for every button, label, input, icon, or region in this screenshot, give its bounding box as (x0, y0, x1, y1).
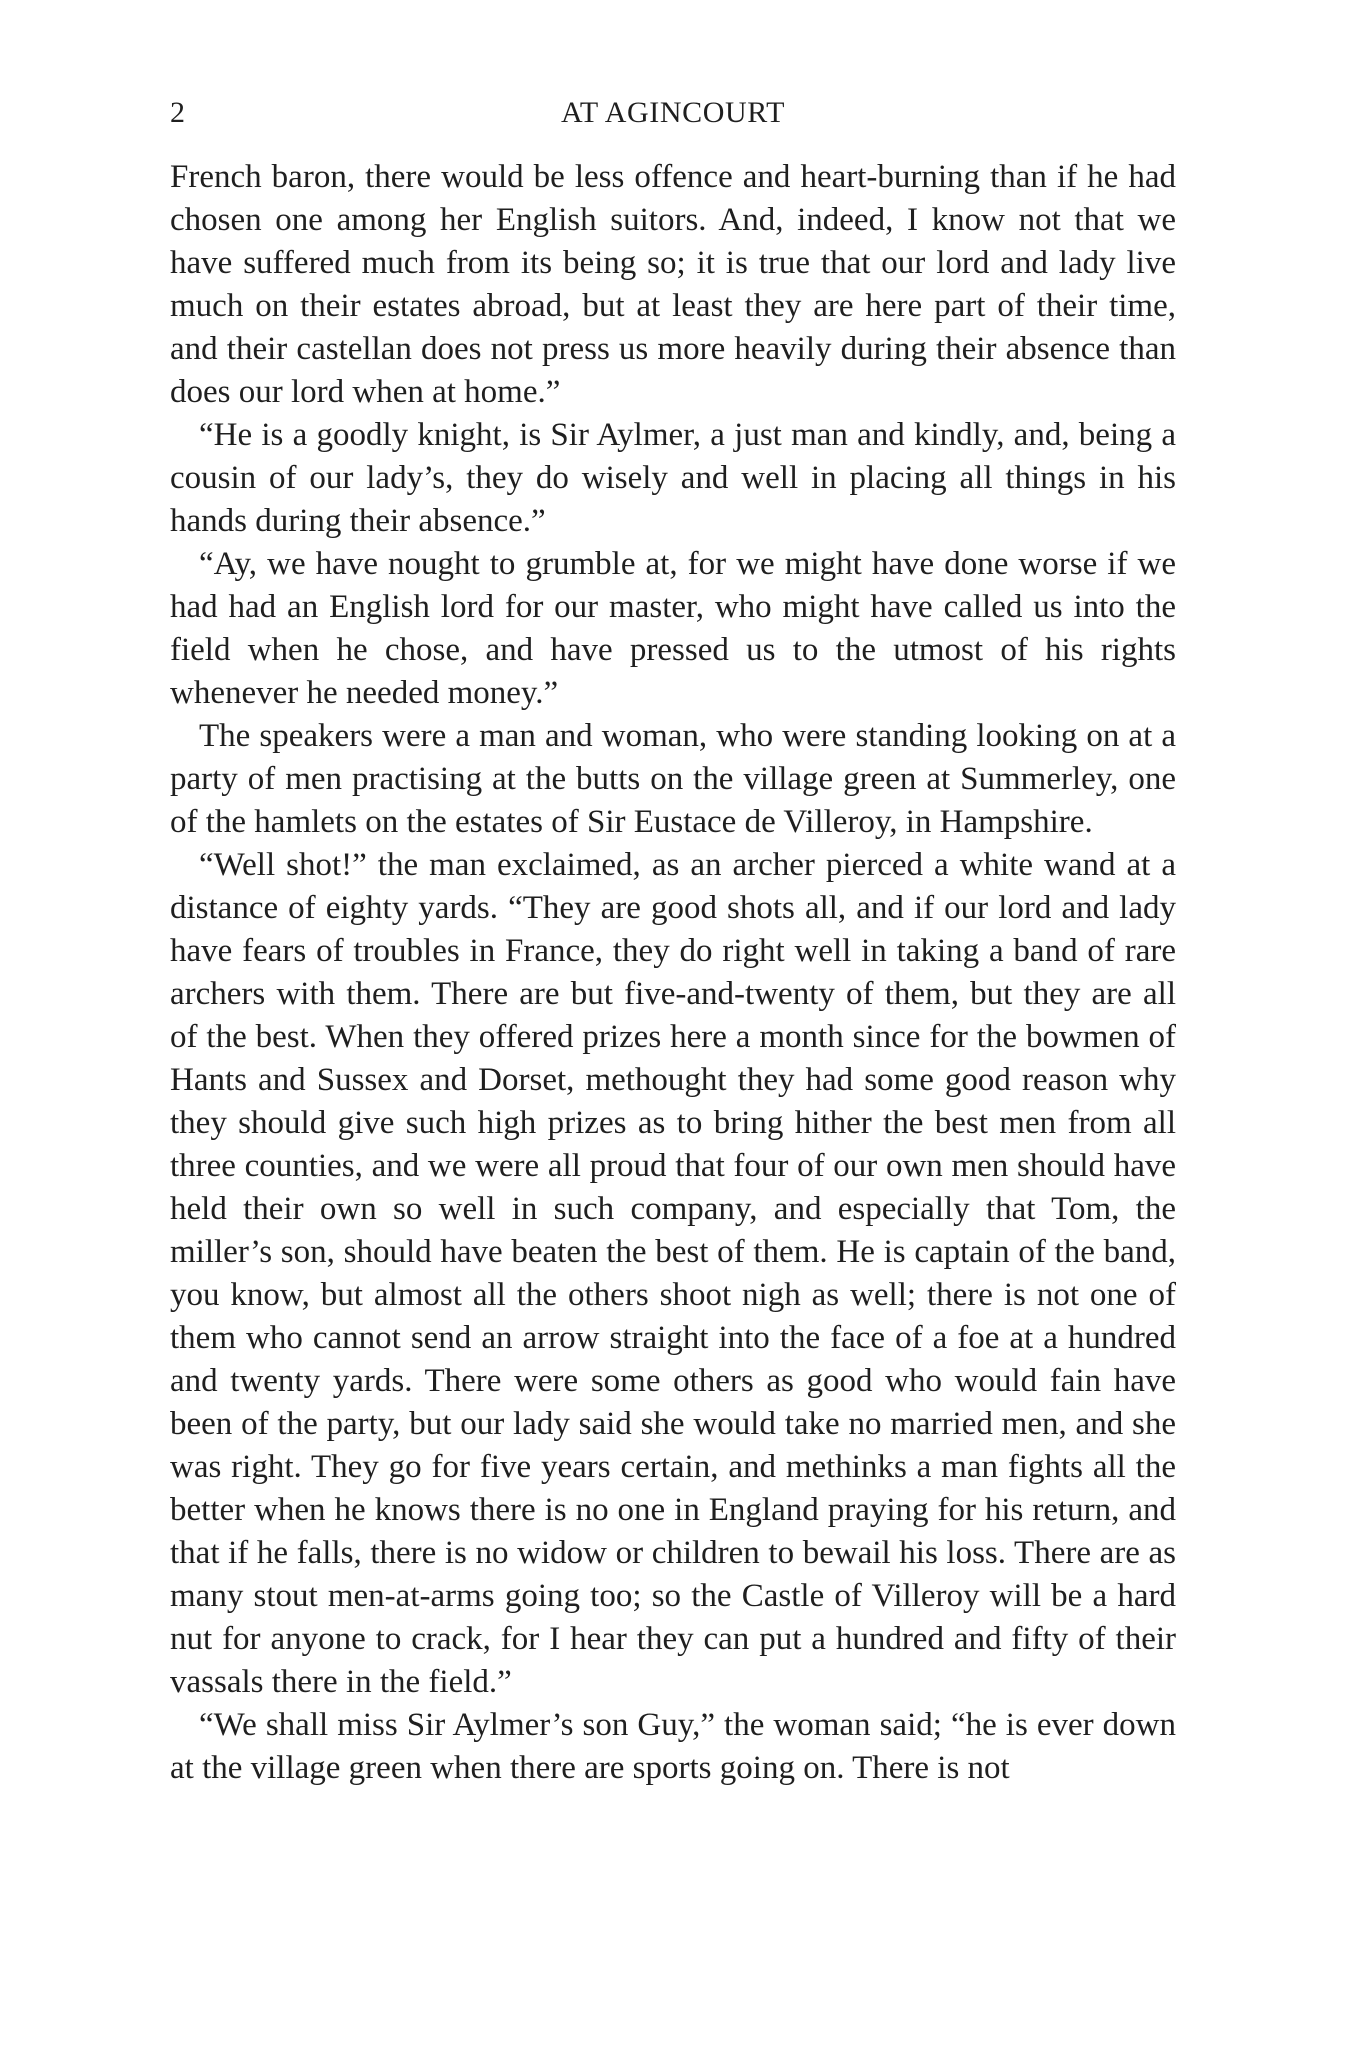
page-number: 2 (170, 96, 186, 129)
paragraph-1: French baron, there would be less offence and heart-burning than if he had chosen one among her English suitors. And, indeed, I know not that we have suffered much from its being so; it is true that our lord and lady live much on their estates abroad, but at least they are here part of their time, and their castellan does not press us more heavily during their absence than does our lord when at home.” (170, 159, 1176, 410)
paragraph-5: “Well shot!” the man exclaimed, as an archer pierced a white wand at a distance of eighty yards. “They are good shots all, and if our lord and lady have fears of troubles in France, they do right well in taking a band of rare archers with them. There are but five-and-twenty of them, but they are all of the best. When they offered prizes here a month since for the bowmen of Hants and Sussex and Dorset, methought they had some good reason why they should give such high prizes as to bring hither the best men from all three counties, and we were all proud that four of our own men should have held their own so well in such company, and especially that Tom, the miller’s son, should have beaten the best of them. He is captain of the band, you know, but almost all the others shoot nigh as well; there is not one of them who cannot send an arrow straight into the face of a foe at a hundred and twenty yards. There were some others as good who would fain have been of the party, but our lady said she would take no married men, and she was right. They go for five years certain, and methinks a man fights all the better when he knows there is no one in England praying for his return, and that if he falls, there is no widow or children to bewail his loss. There are as many stout men-at-arms going too; so the Castle of Villeroy will be a hard nut for anyone to crack, for I hear they can put a hundred and fifty of their vassals there in the field.” (170, 847, 1176, 1700)
paragraph-4: The speakers were a man and woman, who were standing looking on at a party of men practising at the butts on the village green at Summerley, one of the hamlets on the estates of Sir Eustace de Villeroy, in Hampshire. (170, 718, 1176, 840)
running-head (170, 90, 1176, 136)
paragraph-6: “We shall miss Sir Aylmer’s son Guy,” the woman said; “he is ever down at the village green when there are sports going on. There is not (170, 1707, 1176, 1786)
body-text (170, 156, 1176, 1790)
paragraph-3: “Ay, we have nought to grumble at, for we might have done worse if we had had an English lord for our master, who might have called us into the field when he chose, and have pressed us to the utmost of his rights whenever he needed money.” (170, 546, 1176, 711)
book-title: AT AGINCOURT (560, 96, 786, 129)
book-page (170, 90, 1176, 1790)
paragraph-2: “He is a goodly knight, is Sir Aylmer, a just man and kindly, and, being a cousin of our lady’s, they do wisely and well in placing all things in his hands during their absence.” (170, 417, 1176, 539)
